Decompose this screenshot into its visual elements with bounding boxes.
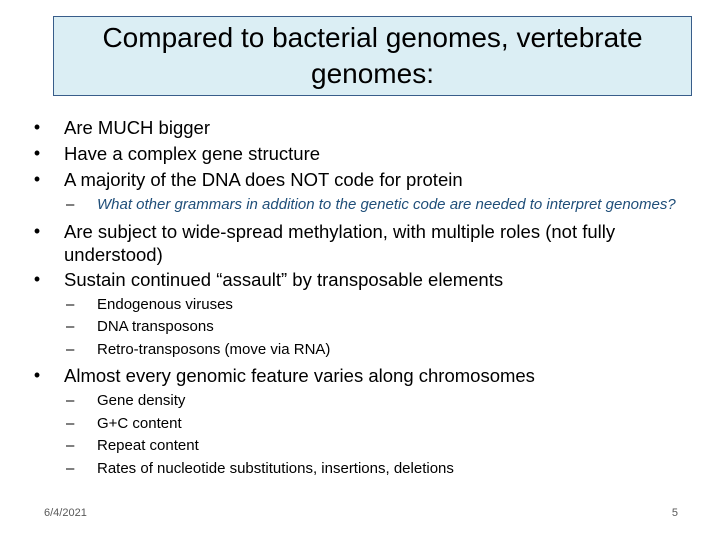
sub-bullet-item	[30, 341, 700, 359]
bullet-dot-icon: •	[33, 268, 41, 289]
title-box	[53, 16, 692, 96]
dash-icon: –	[66, 318, 75, 335]
bullet-dot-icon: •	[33, 365, 41, 385]
bullet-text: A majority of the DNA does NOT code for protein	[64, 169, 463, 190]
bullet-dot-icon: •	[33, 143, 41, 163]
sub-bullet-item	[30, 437, 700, 455]
bullet-dot-icon: •	[33, 117, 41, 137]
dash-icon: –	[66, 414, 75, 432]
sub-bullet-text: DNA transposons	[97, 318, 214, 335]
bullet-item	[30, 142, 700, 165]
bullet-dot-icon: •	[33, 169, 41, 189]
footer-date: 6/4/2021	[44, 507, 87, 519]
sub-bullet-item	[30, 392, 700, 410]
sub-bullet-text: Retro-transposons (move via RNA)	[97, 340, 331, 358]
sub-bullet-item	[30, 296, 700, 314]
sub-bullet-text: Rates of nucleotide substitutions, insertions, deletions	[97, 459, 454, 477]
sub-bullet-item	[30, 318, 700, 336]
bullet-dot-icon: •	[33, 220, 41, 241]
bullet-text: Have a complex gene structure	[64, 143, 321, 164]
dash-icon: –	[66, 459, 75, 477]
bullet-item	[30, 268, 700, 291]
sub-bullet-text: G+C content	[97, 414, 182, 432]
sub-bullet-text: Gene density	[97, 392, 186, 409]
page-number: 5	[671, 507, 678, 519]
sub-bullet-item	[30, 460, 700, 478]
dash-icon: –	[66, 295, 75, 313]
sub-bullet-item	[30, 196, 700, 214]
bullet-item	[30, 116, 700, 139]
sub-bullet-text: Endogenous viruses	[97, 295, 233, 313]
bullet-item	[30, 220, 700, 266]
bullet-text: Almost every genomic feature varies along chromosomes	[64, 365, 535, 386]
sub-bullet-item	[30, 415, 700, 433]
slide-title: Compared to bacterial genomes, vertebrate genomes:	[102, 22, 643, 89]
dash-icon: –	[66, 340, 75, 358]
bullet-text: Are MUCH bigger	[64, 117, 210, 138]
bullet-text: Are subject to wide-spread methylation, with multiple roles (not fully understood)	[64, 220, 616, 265]
bullet-item	[30, 168, 700, 191]
sub-bullet-text: Repeat content	[97, 437, 199, 454]
dash-icon: –	[66, 392, 75, 409]
bullet-text: Sustain continued “assault” by transposable elements	[64, 268, 504, 290]
bullet-list	[30, 116, 700, 477]
dash-icon: –	[66, 437, 75, 454]
bullet-item	[30, 364, 700, 387]
dash-icon: –	[66, 196, 75, 213]
sub-bullet-text: What other grammars in addition to the genetic code are needed to interpret genomes?	[97, 196, 676, 213]
